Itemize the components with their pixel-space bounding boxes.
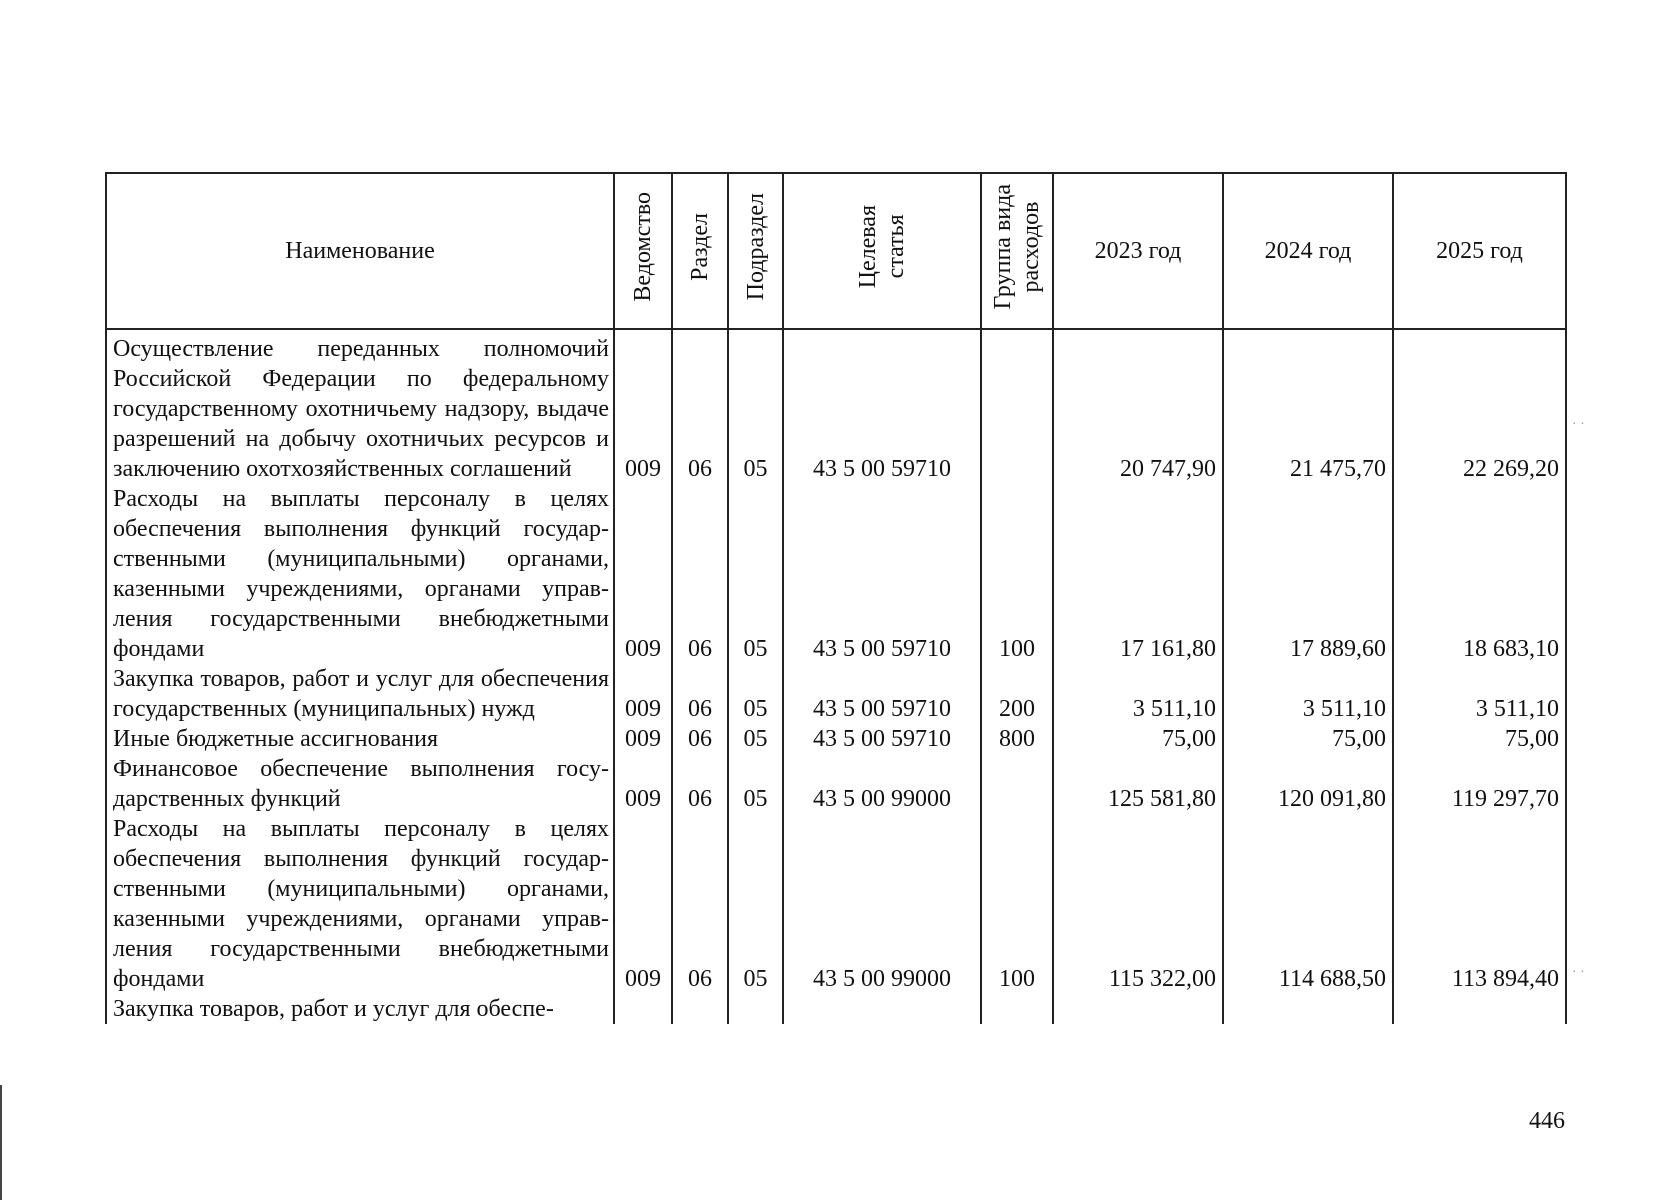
row-2024: 75,00 (1223, 724, 1393, 754)
row-grp: 800 (981, 724, 1053, 754)
row-ved: 009 (614, 329, 672, 484)
row-grp: 200 (981, 664, 1053, 724)
row-grp: 100 (981, 484, 1053, 664)
row-2025: 3 511,10 (1393, 664, 1566, 724)
row-2023: 75,00 (1053, 724, 1223, 754)
header-2025: 2025 год (1393, 173, 1566, 329)
table-row (106, 994, 1566, 1024)
row-cel (783, 994, 981, 1024)
row-2024: 120 091,80 (1223, 754, 1393, 814)
row-grp (981, 754, 1053, 814)
row-name: Финансовое обеспечение выполнения государственных функций (106, 754, 614, 814)
row-cel: 43 5 00 59710 (783, 724, 981, 754)
row-2023: 125 581,80 (1053, 754, 1223, 814)
row-2025: 22 269,20 (1393, 329, 1566, 484)
row-2023: 20 747,90 (1053, 329, 1223, 484)
row-grp: 100 (981, 814, 1053, 994)
budget-table (105, 172, 1567, 1024)
header-name: Наименование (106, 173, 614, 329)
row-2024: 17 889,60 (1223, 484, 1393, 664)
row-2023: 115 322,00 (1053, 814, 1223, 994)
table-header-row (106, 173, 1566, 329)
scan-speck: · · (1572, 417, 1585, 432)
table-row (106, 329, 1566, 484)
header-razd: Раздел (672, 173, 728, 329)
header-2024: 2024 год (1223, 173, 1393, 329)
row-cel: 43 5 00 59710 (783, 329, 981, 484)
table-row (106, 724, 1566, 754)
row-cel: 43 5 00 99000 (783, 814, 981, 994)
row-2024: 114 688,50 (1223, 814, 1393, 994)
row-podr: 05 (728, 814, 783, 994)
row-ved: 009 (614, 664, 672, 724)
header-grp: Группа вида расходов (981, 173, 1053, 329)
row-podr (728, 994, 783, 1024)
row-ved: 009 (614, 754, 672, 814)
row-razd: 06 (672, 814, 728, 994)
row-name: Закупка товаров, работ и услуг для обеспе- (106, 994, 614, 1024)
scan-speck: · · (1572, 965, 1585, 980)
table-row (106, 754, 1566, 814)
row-podr: 05 (728, 754, 783, 814)
row-name: Закупка товаров, работ и услуг для обеспечения государственных (муниципальных) нужд (106, 664, 614, 724)
row-razd: 06 (672, 329, 728, 484)
row-ved (614, 994, 672, 1024)
row-2025: 75,00 (1393, 724, 1566, 754)
table-row (106, 484, 1566, 664)
row-2024: 3 511,10 (1223, 664, 1393, 724)
row-cel: 43 5 00 99000 (783, 754, 981, 814)
row-grp (981, 329, 1053, 484)
row-2024: 21 475,70 (1223, 329, 1393, 484)
header-ved: Ведомство (614, 173, 672, 329)
row-2024 (1223, 994, 1393, 1024)
row-razd: 06 (672, 484, 728, 664)
header-podr: Подраздел (728, 173, 783, 329)
row-podr: 05 (728, 664, 783, 724)
row-razd: 06 (672, 664, 728, 724)
row-name: Иные бюджетные ассигнования (106, 724, 614, 754)
row-2023 (1053, 994, 1223, 1024)
row-2025: 119 297,70 (1393, 754, 1566, 814)
row-2025 (1393, 994, 1566, 1024)
row-podr: 05 (728, 724, 783, 754)
row-podr: 05 (728, 329, 783, 484)
scan-edge-mark (0, 1085, 2, 1200)
row-2025: 113 894,40 (1393, 814, 1566, 994)
page-number: 446 (1529, 1108, 1565, 1134)
row-2023: 3 511,10 (1053, 664, 1223, 724)
header-cel: Целевая статья (783, 173, 981, 329)
row-razd: 06 (672, 724, 728, 754)
row-2023: 17 161,80 (1053, 484, 1223, 664)
row-cel: 43 5 00 59710 (783, 664, 981, 724)
row-podr: 05 (728, 484, 783, 664)
row-name: Расходы на выплаты персоналу в целях обеспечения выполнения функций государственными (муниципальными) органами, казенными учреждениями, органами управления государственными внебюджетными фондами (106, 814, 614, 994)
row-grp (981, 994, 1053, 1024)
row-cel: 43 5 00 59710 (783, 484, 981, 664)
header-2023: 2023 год (1053, 173, 1223, 329)
row-name: Расходы на выплаты персоналу в целях обеспечения выполнения функций государственными (муниципальными) органами, казенными учреждениями, органами управления государственными внебюджетными фондами (106, 484, 614, 664)
row-ved: 009 (614, 484, 672, 664)
row-razd: 06 (672, 754, 728, 814)
table-row (106, 664, 1566, 724)
row-name: Осуществление переданных полномочий Российской Федерации по федеральному государственному охотничьему надзору, выдаче разрешений на добычу охотничьих ресурсов и заключению охотхозяйственных соглашений (106, 329, 614, 484)
row-2025: 18 683,10 (1393, 484, 1566, 664)
row-ved: 009 (614, 724, 672, 754)
row-razd (672, 994, 728, 1024)
row-ved: 009 (614, 814, 672, 994)
table-row (106, 814, 1566, 994)
